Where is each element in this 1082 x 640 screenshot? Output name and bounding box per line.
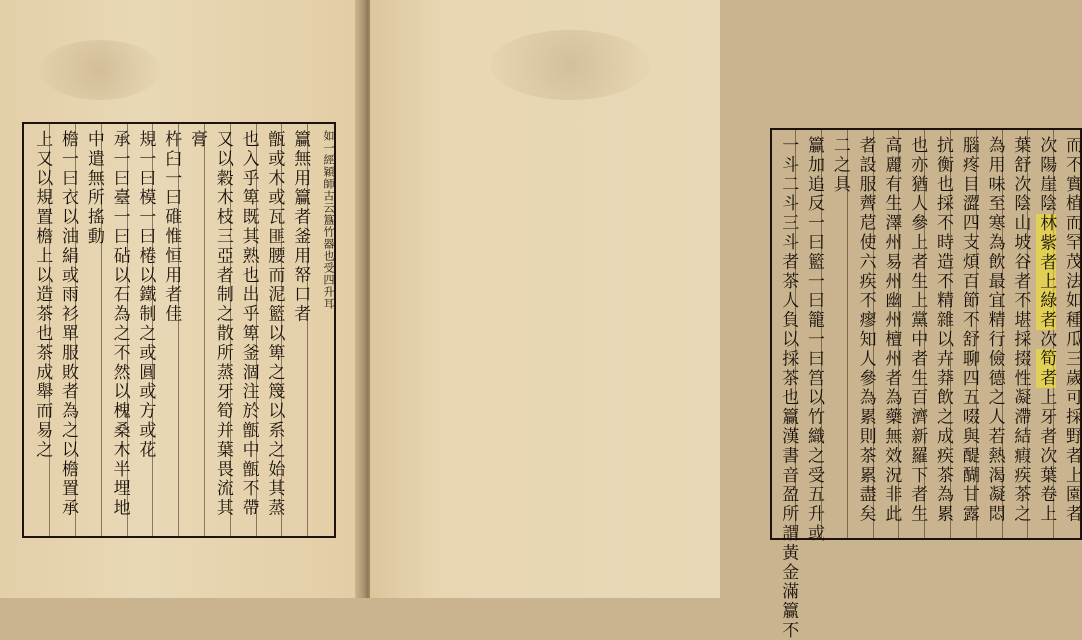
- left-text-column: 又以穀木枝三亞者制之散所蒸牙筍并葉畏流其: [212, 130, 233, 518]
- right-text-column: 腦疼目澀四支煩百節不舒聊四五啜與醍醐甘露: [958, 136, 979, 524]
- right-text-column: 抗衡也採不時造不精雜以卉莽飲之成疾茶為累: [933, 136, 953, 524]
- paper-stain: [40, 40, 160, 100]
- left-page: [0, 0, 362, 598]
- text-highlight: 林紫者上: [1036, 213, 1057, 292]
- left-text-column: 也入乎箄既其熟也出乎箄釜涸注於甑中甑不帶: [238, 130, 259, 518]
- right-page: [370, 0, 1082, 640]
- left-text-column: 杵臼一曰碓惟恒用者佳: [161, 130, 182, 324]
- left-text-frame: [22, 122, 336, 538]
- left-text-column: 如一經穎師古云簋竹器也受四升耳: [322, 130, 335, 310]
- right-text-column: 次陽崖陰林紫者上綠者次筍者上牙者次葉卷上: [1036, 136, 1057, 525]
- text-highlight: 綠者: [1036, 291, 1057, 331]
- right-text-column: 高麗有生澤州易州幽州檀州者為藥無效況非此: [881, 136, 902, 524]
- right-text-frame: [770, 128, 1082, 640]
- left-text-column: 甑或木或瓦匪腰而泥籃以箄之篾以系之始其蒸: [264, 130, 285, 518]
- left-text-column: 規一曰模一曰棬以鐵制之或圓或方或花: [135, 130, 156, 460]
- right-text-column: 籯加追反一曰籃一曰籠一曰筥以竹織之受五升或: [804, 136, 824, 544]
- right-text-column: 也亦猶人參上者生上黨中者生百濟新羅下者生: [907, 136, 928, 524]
- left-text-column: 中遣無所搖動: [83, 130, 104, 247]
- left-text-column: 承一曰臺一曰砧以石為之不然以槐桑木半埋地: [109, 130, 130, 518]
- right-text-column: 者設服薺苨使六疾不瘳知人參為累則茶累盡矣: [855, 136, 876, 524]
- right-text-column: 為用味至寒為飲最宜精行儉德之人若熱渴凝悶: [984, 136, 1005, 524]
- right-text-column: 一斗二斗三斗者茶人負以採茶也籯漢書音盈所謂黃金滿籯不: [778, 136, 799, 640]
- left-text-column: 膏: [187, 130, 207, 150]
- left-text-column: 上又以規置檐上以造茶也茶成舉而易之: [32, 130, 53, 460]
- right-text-column: 而不實植而罕茂法如種瓜三歲可採野者上園者: [1062, 136, 1082, 524]
- right-text-column: 葉舒次陰山坡谷者不堪採掇性凝滯結瘕疾茶之: [1010, 136, 1031, 524]
- paper-stain: [490, 30, 650, 100]
- text-highlight: 筍者: [1036, 349, 1057, 389]
- left-text-column: 籯無用籯者釜用帑口者: [290, 130, 311, 324]
- left-text-column: 檐一曰衣以油絹或雨衫單服敗者為之以檐置承: [58, 130, 78, 518]
- right-text-column: 二之具: [829, 136, 850, 195]
